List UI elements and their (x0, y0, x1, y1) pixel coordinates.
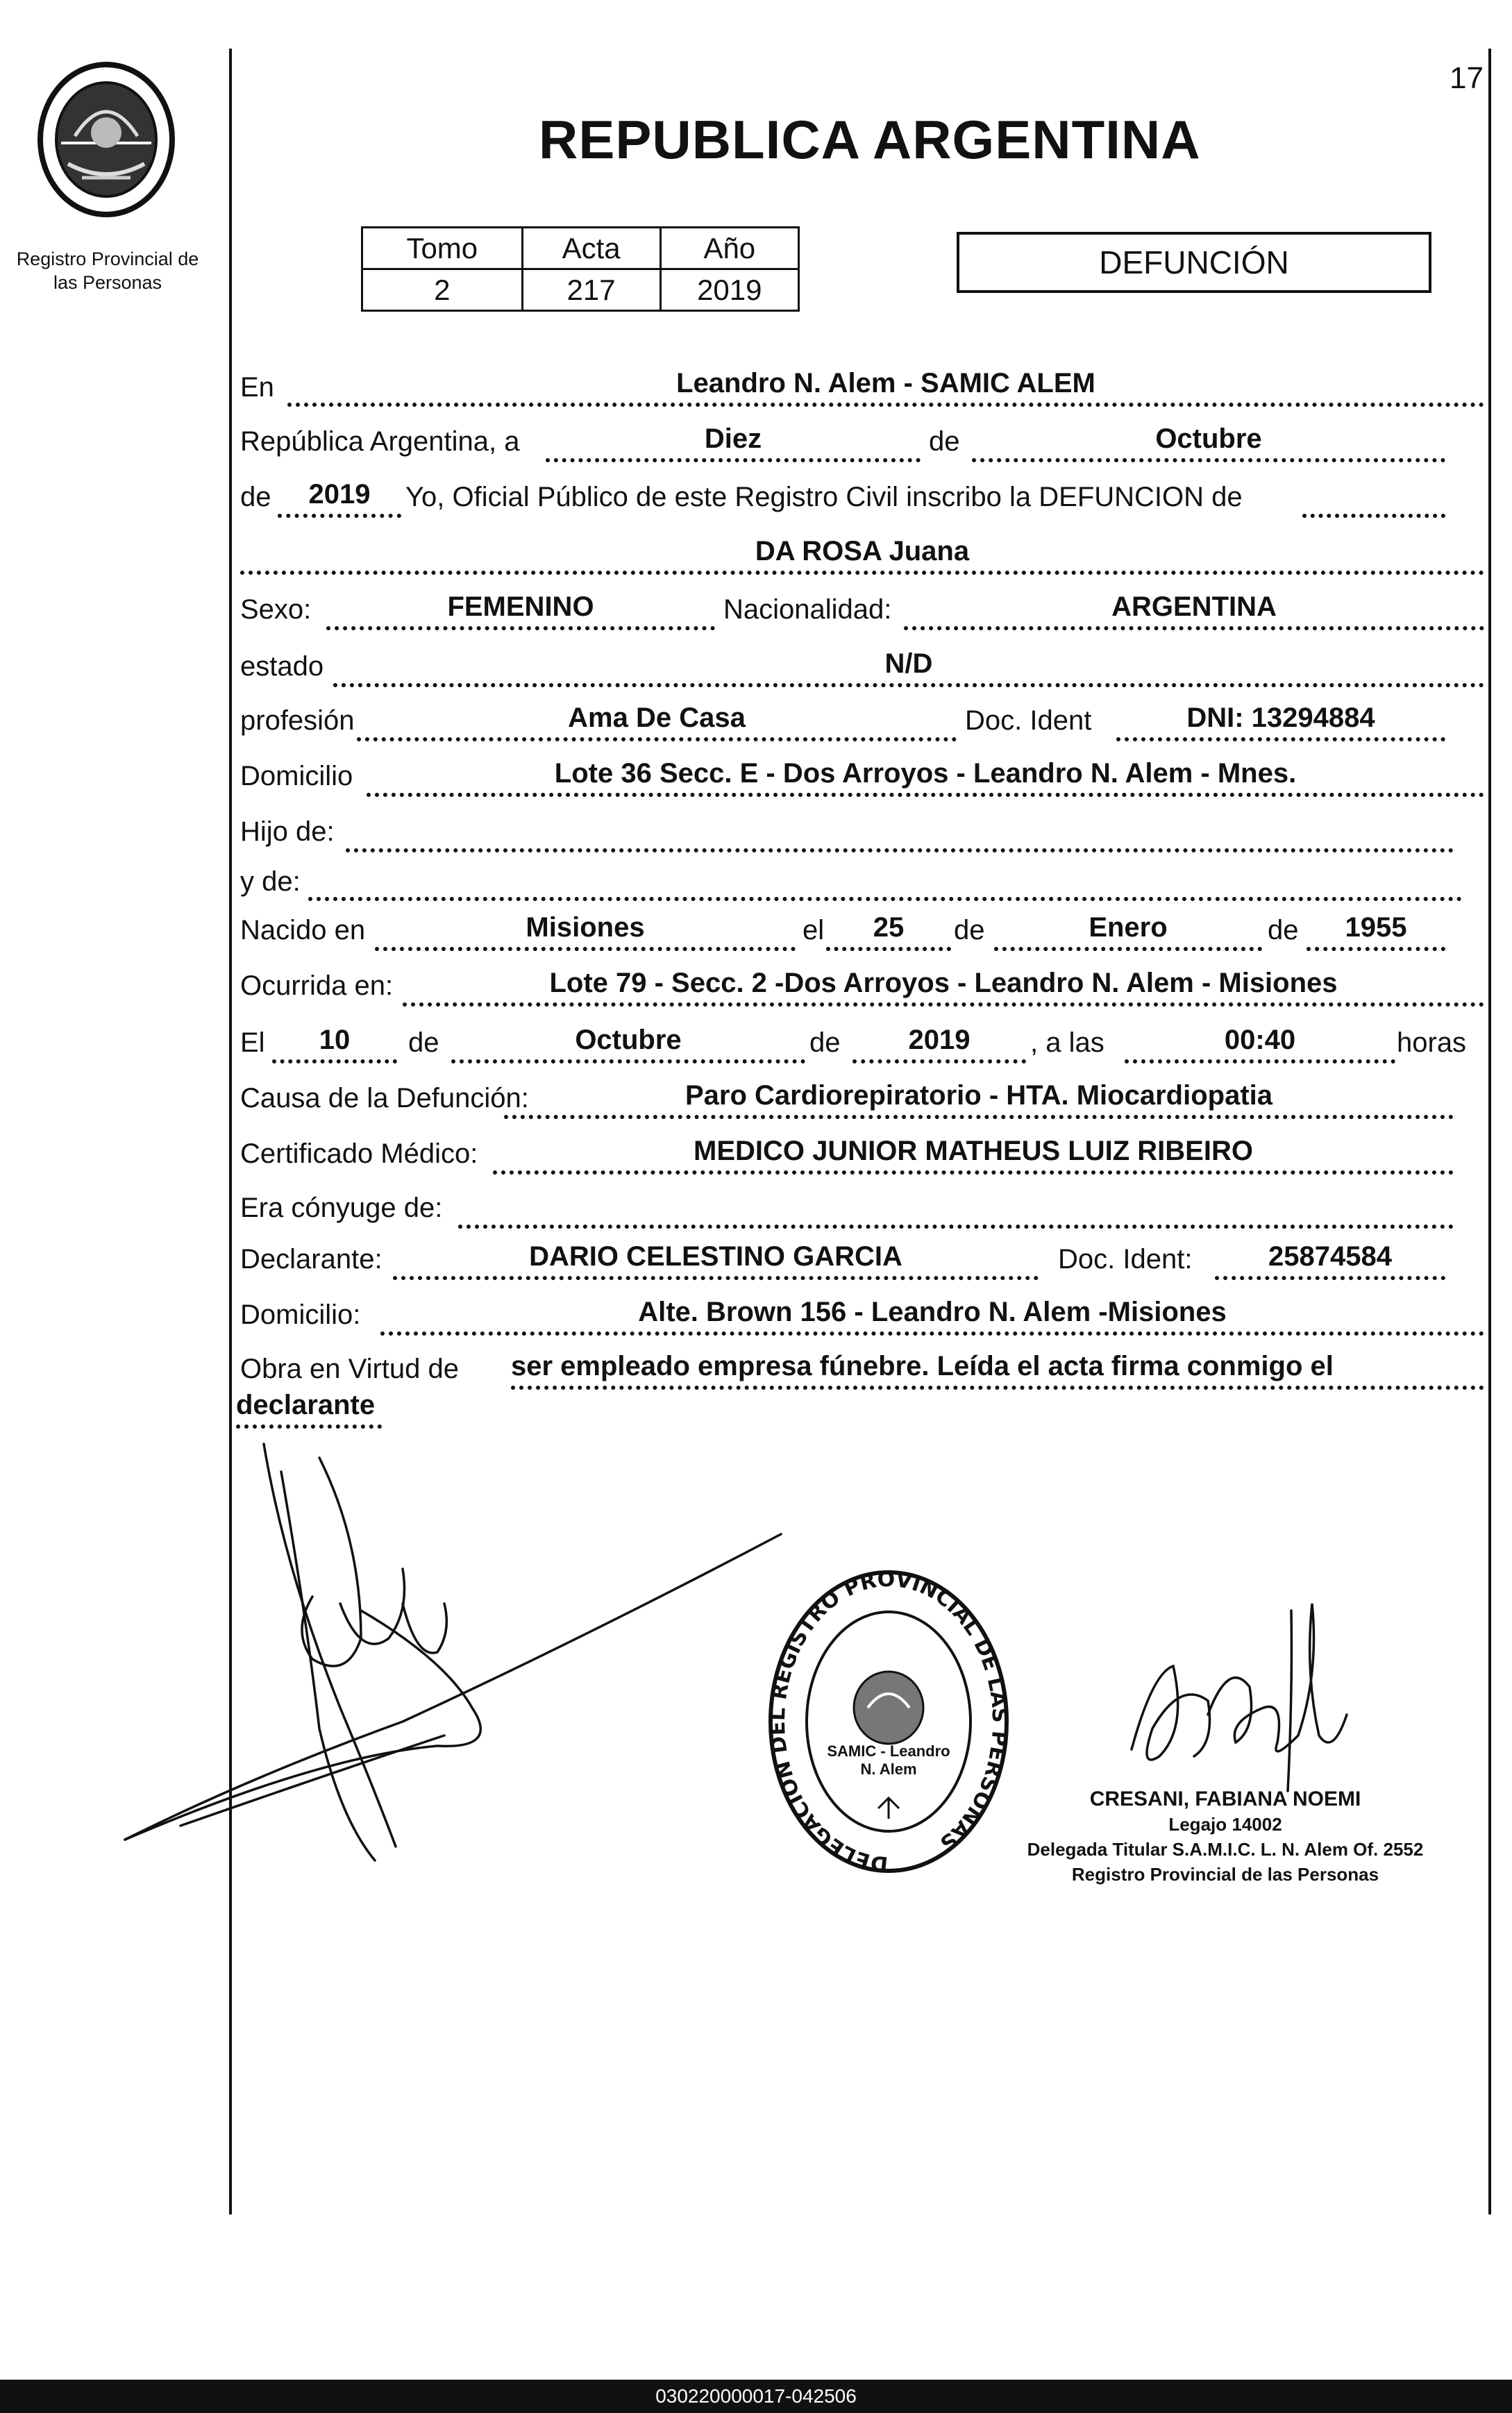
anio-line (278, 514, 401, 518)
domicilio2-line (380, 1331, 1484, 1336)
stamp-inner-text: SAMIC - Leandro N. Alem (827, 1742, 950, 1778)
hijo-label: Hijo de: (240, 816, 335, 847)
right-margin-line (1488, 49, 1491, 2214)
profesion-line (357, 737, 957, 741)
footer-code: 030220000017-042506 (0, 2380, 1512, 2413)
certificado-value: MEDICO JUNIOR MATHEUS LUIZ RIBEIRO (694, 1136, 1253, 1166)
page-title: REPUBLICA ARGENTINA (539, 109, 1201, 170)
official-signature (1111, 1590, 1361, 1798)
def-hora-line (1125, 1059, 1395, 1063)
sexo-value: FEMENINO (447, 591, 594, 622)
obra-value-cont: declarante (236, 1390, 376, 1420)
docident2-value: 25874584 (1268, 1241, 1392, 1272)
document-type-box: DEFUNCIÓN (957, 232, 1431, 293)
nacido-mes-line (994, 947, 1262, 951)
province-seal (33, 60, 179, 219)
nacido-mes-value: Enero (1089, 912, 1168, 943)
sexo-label: Sexo: (240, 594, 312, 625)
el-label: el (803, 915, 825, 945)
def-hora-value: 00:40 (1224, 1025, 1296, 1055)
docident-value: DNI: 13294884 (1186, 703, 1375, 733)
domicilio-line (367, 793, 1484, 797)
ocurrida-label: Ocurrida en: (240, 970, 394, 1001)
def-dia-line (272, 1059, 397, 1063)
conyuge-label: Era cónyuge de: (240, 1193, 443, 1223)
docident-label: Doc. Ident (965, 705, 1092, 736)
official-caption (1000, 1787, 1451, 1887)
obra-value: ser empleado empresa fúnebre. Leída el acta firma conmigo el (511, 1351, 1334, 1381)
yde-label: y de: (240, 866, 301, 897)
de-label-6: de (809, 1027, 841, 1058)
estado-value: N/D (884, 648, 933, 679)
acta-tomo-value: 2 (362, 269, 523, 311)
deceased-name: DA ROSA Juana (755, 536, 970, 566)
acta-header-anio: Año (660, 228, 798, 269)
obra-label: Obra en Virtud de (240, 1354, 460, 1384)
domicilio-label: Domicilio (240, 761, 353, 791)
left-margin-line (229, 49, 232, 2214)
declarant-signature (111, 1430, 805, 1874)
domicilio2-value: Alte. Brown 156 - Leandro N. Alem -Misiones (638, 1297, 1227, 1327)
nacido-anio-line (1307, 947, 1445, 951)
certificado-line (493, 1170, 1454, 1175)
ocurrida-value: Lote 79 - Secc. 2 -Dos Arroyos - Leandro N. Alem - Misiones (549, 968, 1338, 998)
nacido-lugar-line (375, 947, 796, 951)
nacionalidad-value: ARGENTINA (1111, 591, 1277, 622)
official-cargo: Delegada Titular S.A.M.I.C. L. N. Alem Of. 2552 (1027, 1839, 1424, 1860)
mes-value: Octubre (1155, 423, 1262, 454)
nacionalidad-line (904, 626, 1484, 630)
acta-anio-value: 2019 (660, 269, 798, 311)
acta-header-acta: Acta (522, 228, 660, 269)
alas-label: , a las (1030, 1027, 1104, 1058)
obra-line-2 (236, 1424, 382, 1429)
el-label-2: El (240, 1027, 265, 1058)
profesion-label: profesión (240, 705, 355, 736)
yde-line (308, 897, 1462, 901)
en-value: Leandro N. Alem - SAMIC ALEM (676, 368, 1095, 398)
de-label-2: de (240, 482, 271, 512)
def-anio-value: 2019 (908, 1025, 971, 1055)
anio-value: 2019 (308, 479, 371, 510)
page-number: 17 (1450, 61, 1484, 95)
nacionalidad-label: Nacionalidad: (723, 594, 892, 625)
estado-line (333, 683, 1484, 687)
official-stamp (764, 1569, 1014, 1888)
def-mes-line (451, 1059, 805, 1063)
causa-label: Causa de la Defunción: (240, 1083, 529, 1113)
declarante-line (393, 1276, 1039, 1280)
acta-header-tomo: Tomo (362, 228, 523, 269)
official-registro: Registro Provincial de las Personas (1071, 1864, 1379, 1885)
def-anio-line (852, 1059, 1026, 1063)
nombre-line (240, 571, 1484, 575)
docident2-line (1215, 1276, 1445, 1280)
mes-line (972, 458, 1445, 462)
certificado-label: Certificado Médico: (240, 1138, 478, 1169)
hijo-line (346, 848, 1454, 852)
estado-label: estado (240, 651, 324, 682)
inscribo-label: Yo, Oficial Público de este Registro Civil inscribo la DEFUNCION de (405, 482, 1243, 512)
de-label-1: de (929, 426, 960, 457)
causa-value: Paro Cardiorepiratorio - HTA. Miocardiopatia (684, 1080, 1273, 1111)
registry-label: Registro Provincial de las Personas (16, 249, 199, 293)
conyuge-line (458, 1225, 1454, 1229)
republica-label: República Argentina, a (240, 426, 520, 457)
nacido-anio-value: 1955 (1345, 912, 1407, 943)
def-mes-value: Octubre (575, 1025, 682, 1055)
de-label-4: de (1268, 915, 1299, 945)
def-dia-value: 10 (319, 1025, 351, 1055)
obra-line (511, 1386, 1484, 1390)
nacido-label: Nacido en (240, 915, 366, 945)
ocurrida-line (403, 1002, 1484, 1007)
causa-line (504, 1115, 1454, 1119)
docident-line (1116, 737, 1445, 741)
profesion-value: Ama De Casa (568, 703, 746, 733)
nacido-dia-line (826, 947, 951, 951)
en-line (287, 403, 1484, 407)
docident2-label: Doc. Ident: (1058, 1244, 1193, 1275)
inscribo-line (1302, 514, 1445, 518)
domicilio2-label: Domicilio: (240, 1300, 361, 1330)
dia-line (546, 458, 921, 462)
acta-acta-value: 217 (522, 269, 660, 311)
official-legajo: Legajo 14002 (1168, 1814, 1282, 1835)
acta-table (361, 226, 800, 312)
en-label: En (240, 372, 274, 403)
nacido-lugar-value: Misiones (526, 912, 645, 943)
de-label-3: de (954, 915, 985, 945)
declarante-label: Declarante: (240, 1244, 383, 1275)
de-label-5: de (408, 1027, 439, 1058)
official-name: CRESANI, FABIANA NOEMI (1089, 1788, 1361, 1810)
nacido-dia-value: 25 (873, 912, 905, 943)
stamp-ring-text: DELEGACION DEL REGISTRO PROVINCIAL DE LAS PERSONAS (765, 1569, 1012, 1876)
horas-label: horas (1397, 1027, 1467, 1058)
dia-value: Diez (704, 423, 762, 454)
declarante-value: DARIO CELESTINO GARCIA (529, 1241, 902, 1272)
domicilio-value: Lote 36 Secc. E - Dos Arroyos - Leandro N. Alem - Mnes. (554, 758, 1297, 789)
sexo-line (326, 626, 715, 630)
